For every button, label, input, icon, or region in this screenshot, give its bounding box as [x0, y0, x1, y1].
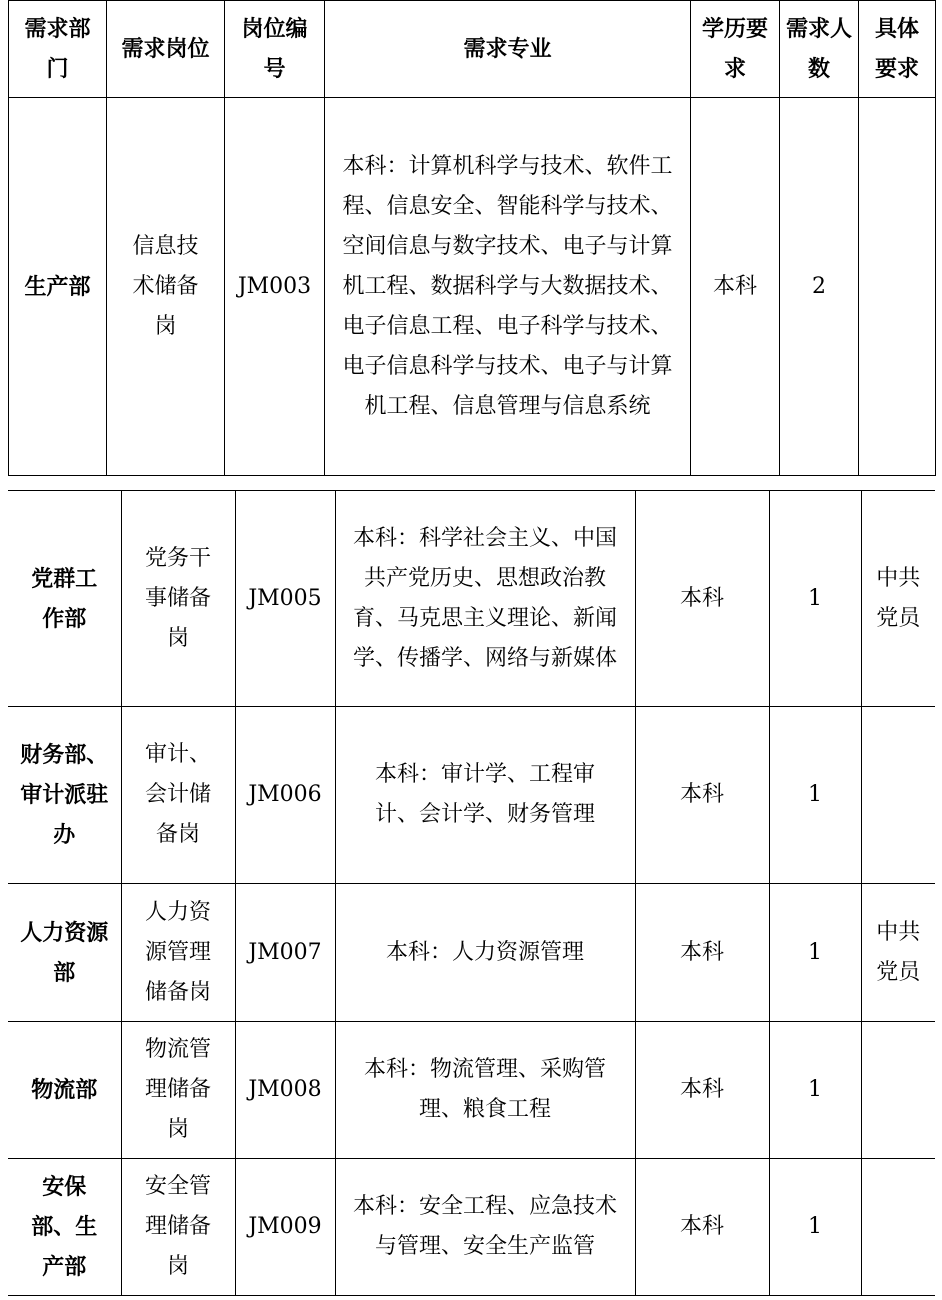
row-count: 2	[780, 98, 859, 476]
header-req: 具体要求	[859, 1, 936, 98]
recruitment-table-top	[8, 0, 936, 476]
row-edu: 本科	[635, 884, 769, 1022]
row-dept: 物流部	[8, 1022, 121, 1159]
row-major: 本科：科学社会主义、中国共产党历史、思想政治教育、马克思主义理论、新闻学、传播学、网络与新媒体	[335, 491, 635, 707]
row-code: JM005	[235, 491, 335, 707]
row-req	[861, 1159, 935, 1296]
row-code: JM006	[235, 707, 335, 884]
row-major: 本科：审计学、工程审计、会计学、财务管理	[335, 707, 635, 884]
row-post: 审计、会计储备岗	[121, 707, 235, 884]
header-dept: 需求部门	[9, 1, 107, 98]
row-major: 本科：人力资源管理	[335, 884, 635, 1022]
row-count: 1	[769, 1022, 861, 1159]
row-req: 中共党员	[861, 491, 935, 707]
header-post: 需求岗位	[107, 1, 225, 98]
row-code: JM008	[235, 1022, 335, 1159]
row-edu: 本科	[635, 707, 769, 884]
row-major: 本科：安全工程、应急技术与管理、安全生产监管	[335, 1159, 635, 1296]
row-edu: 本科	[635, 1159, 769, 1296]
row-count: 1	[769, 1159, 861, 1296]
row-major: 本科：物流管理、采购管理、粮食工程	[335, 1022, 635, 1159]
row-req	[861, 707, 935, 884]
row-post: 物流管理储备岗	[121, 1022, 235, 1159]
row-major: 本科：计算机科学与技术、软件工程、信息安全、智能科学与技术、空间信息与数字技术、电子与计算机工程、数据科学与大数据技术、电子信息工程、电子科学与技术、电子信息科学与技术、电子与计算机工程、信息管理与信息系统	[325, 98, 691, 476]
table-row	[8, 884, 935, 1022]
row-count: 1	[769, 491, 861, 707]
row-dept: 安保部、生产部	[8, 1159, 121, 1296]
row-edu: 本科	[635, 491, 769, 707]
row-dept: 党群工作部	[8, 491, 121, 707]
header-edu: 学历要求	[691, 1, 780, 98]
table-row	[9, 98, 936, 476]
row-code: JM007	[235, 884, 335, 1022]
row-req	[861, 1022, 935, 1159]
row-edu: 本科	[635, 1022, 769, 1159]
row-dept: 生产部	[9, 98, 107, 476]
row-edu: 本科	[691, 98, 780, 476]
row-req	[859, 98, 936, 476]
row-dept: 财务部、审计派驻办	[8, 707, 121, 884]
row-count: 1	[769, 884, 861, 1022]
header-code: 岗位编号	[225, 1, 325, 98]
header-major: 需求专业	[325, 1, 691, 98]
row-post: 信息技术储备岗	[107, 98, 225, 476]
table-row	[8, 491, 935, 707]
table-row	[8, 1159, 935, 1296]
row-code: JM009	[235, 1159, 335, 1296]
row-dept: 人力资源部	[8, 884, 121, 1022]
recruitment-table-bottom	[8, 490, 935, 1296]
row-post: 党务干事储备岗	[121, 491, 235, 707]
header-count: 需求人数	[780, 1, 859, 98]
row-count: 1	[769, 707, 861, 884]
row-req: 中共党员	[861, 884, 935, 1022]
row-post: 安全管理储备岗	[121, 1159, 235, 1296]
table-row	[8, 707, 935, 884]
row-code: JM003	[225, 98, 325, 476]
row-post: 人力资源管理储备岗	[121, 884, 235, 1022]
table-row	[8, 1022, 935, 1159]
header-row	[9, 1, 936, 98]
